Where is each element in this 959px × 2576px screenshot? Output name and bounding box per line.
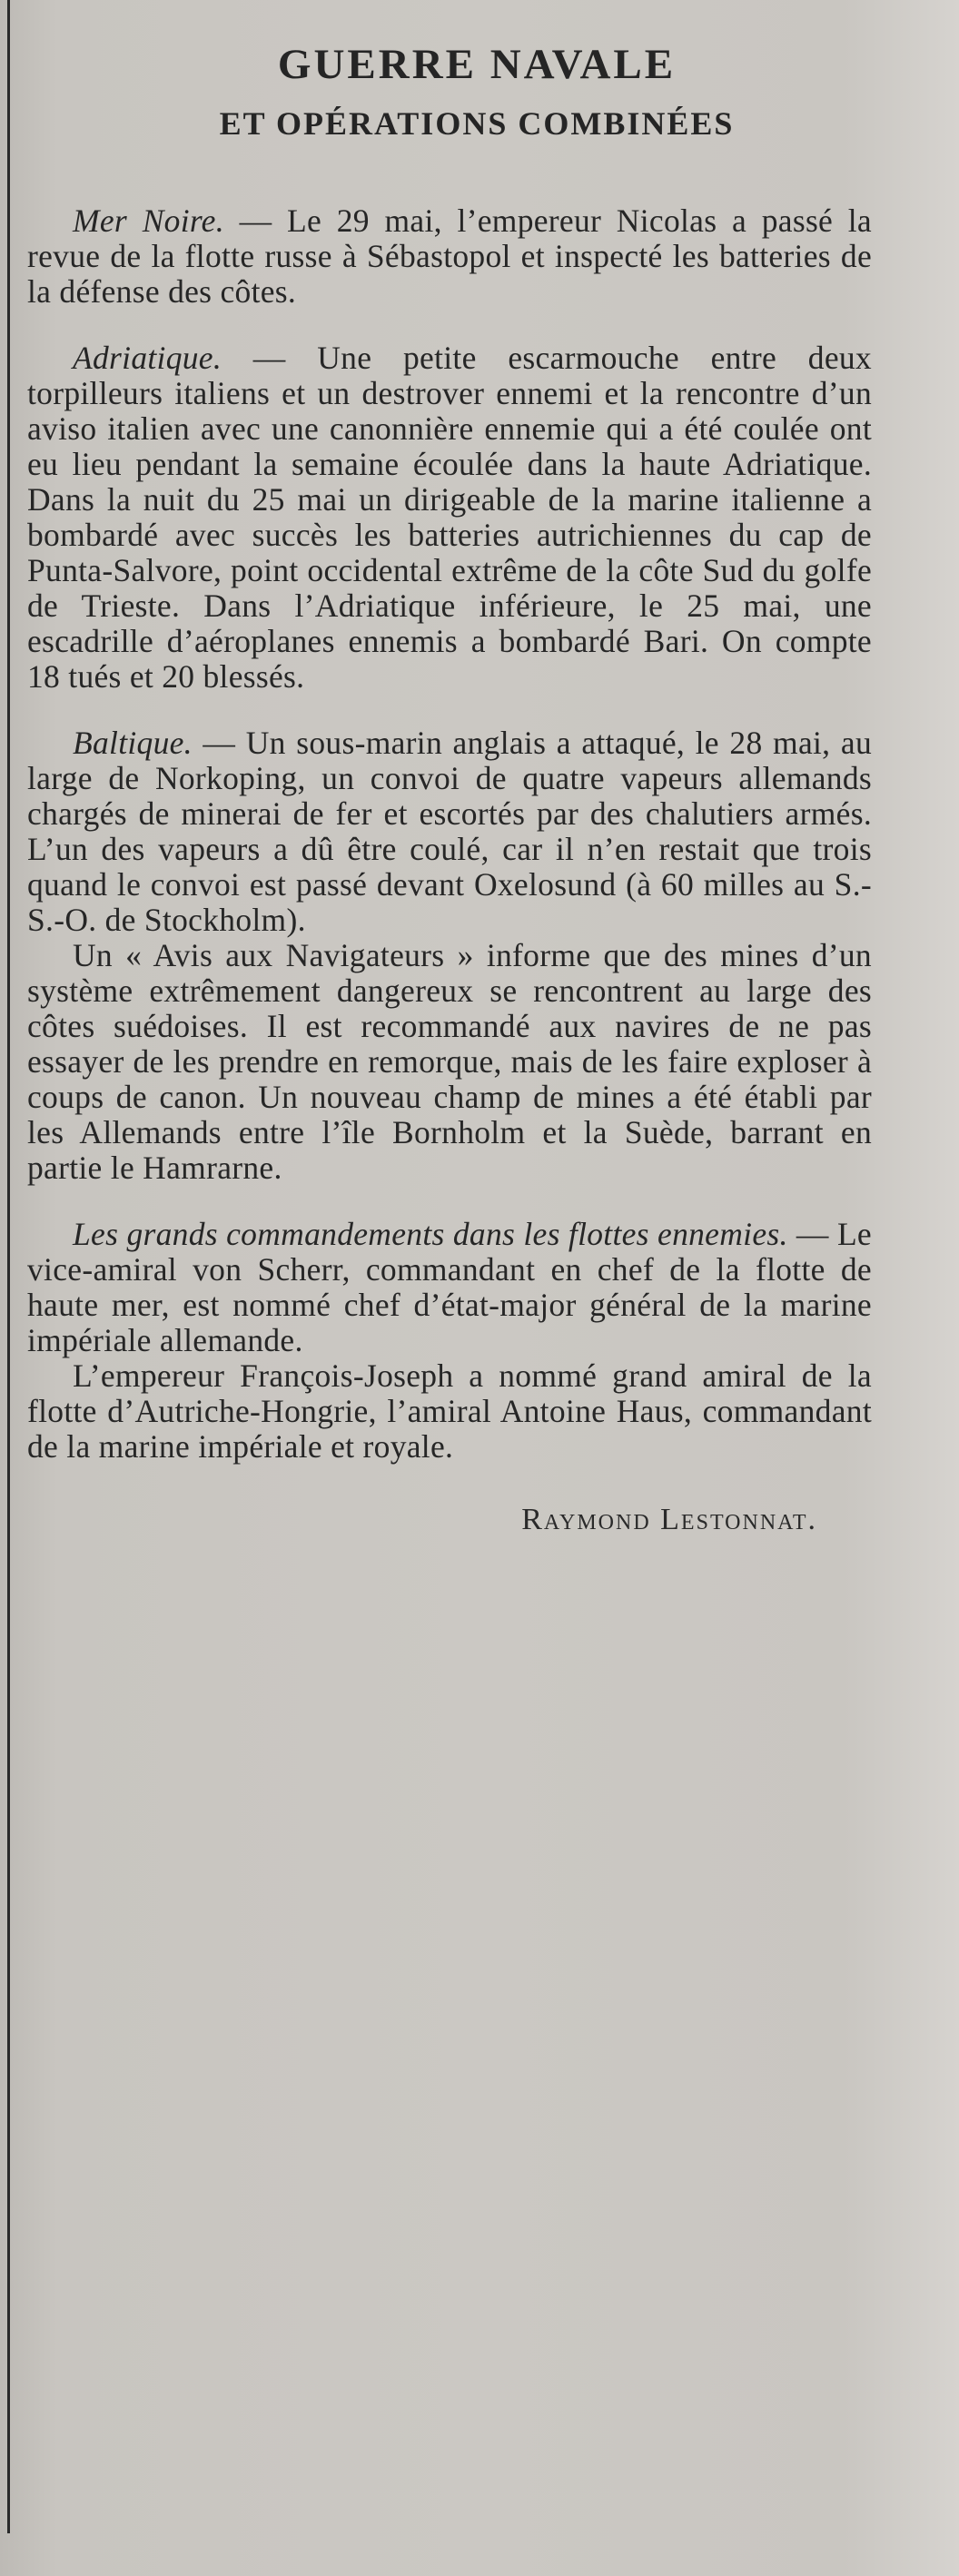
paragraph-adriatique xyxy=(27,341,872,695)
section-lead: Les grands commandements dans les flottes ennemies. xyxy=(73,1216,788,1252)
article-title: GUERRE NAVALE xyxy=(277,41,677,88)
paragraph-text: — Le vice-amiral von Scherr, commandant en chef de la flotte de haute mer, est nommé chef d’état-major général de la marine impériale allemande. xyxy=(27,1216,872,1358)
paragraph-text: Un « Avis aux Navigateurs » informe que des mines d’un système extrêmement dangereux se rencontrent au large des côtes suédoises. Il est recommandé aux navires de ne pas essayer de les prendre en remorque, mais de les faire exploser à coups de canon. Un nouveau champ de mines a été établi par les Allemands entre l’île Bornholm et la Suède, barrant en partie le Hamrarne. xyxy=(27,937,872,1186)
paragraph-text: L’empereur François-Joseph a nommé grand amiral de la flotte d’Autriche-Hongrie, l’amiral Antoine Haus, commandant de la marine impériale et royale. xyxy=(27,1357,872,1465)
paragraph-text: — Le 29 mai, l’empereur Nicolas a passé la revue de la flotte russe à Sébastopol et inspecté les batteries de la défense des côtes. xyxy=(27,202,872,310)
paragraph-avis-navigateurs xyxy=(27,938,872,1186)
article xyxy=(27,36,872,1537)
article-subtitle: ET OPÉRATIONS COMBINÉES xyxy=(219,105,735,142)
paragraph-francois-joseph xyxy=(27,1358,872,1465)
paragraph-mer-noire xyxy=(27,203,872,310)
paragraph-baltique xyxy=(27,725,872,938)
paragraph-text: — Une petite escarmouche entre deux torpilleurs italiens et un destrover ennemi et la rencontre d’un aviso italien avec une canonnière ennemie qui a été coulée ont eu lieu pendant la semaine écoulée dans la haute Adriatique. Dans la nuit du 25 mai un dirigeable de la marine italienne a bombardé avec succès les batteries autrichiennes du cap de Punta-Salvore, point occidental extrême de la côte Sud du golfe de Trieste. Dans l’Adriatique inférieure, le 25 mai, une escadrille d’aéroplanes ennemis a bombardé Bari. On compte 18 tués et 20 blessés. xyxy=(27,340,872,695)
author-signature: Raymond Lestonnat. xyxy=(521,1503,817,1536)
paragraph-text: — Un sous-marin anglais a attaqué, le 28 mai, au large de Norkoping, un convoi de quatre vapeurs allemands chargés de minerai de fer et escortés par des chalutiers armés. L’un des vapeurs a dû être coulé, car il n’en restait que trois quand le convoi est passé devant Oxelosund (à 60 milles au S.-S.-O. de Stockholm). xyxy=(27,725,872,938)
column-rule xyxy=(7,0,10,2533)
section-lead: Baltique. xyxy=(73,725,193,761)
section-lead: Adriatique. xyxy=(73,340,222,376)
section-lead: Mer Noire. xyxy=(73,202,224,239)
paragraph-commandements xyxy=(27,1217,872,1358)
